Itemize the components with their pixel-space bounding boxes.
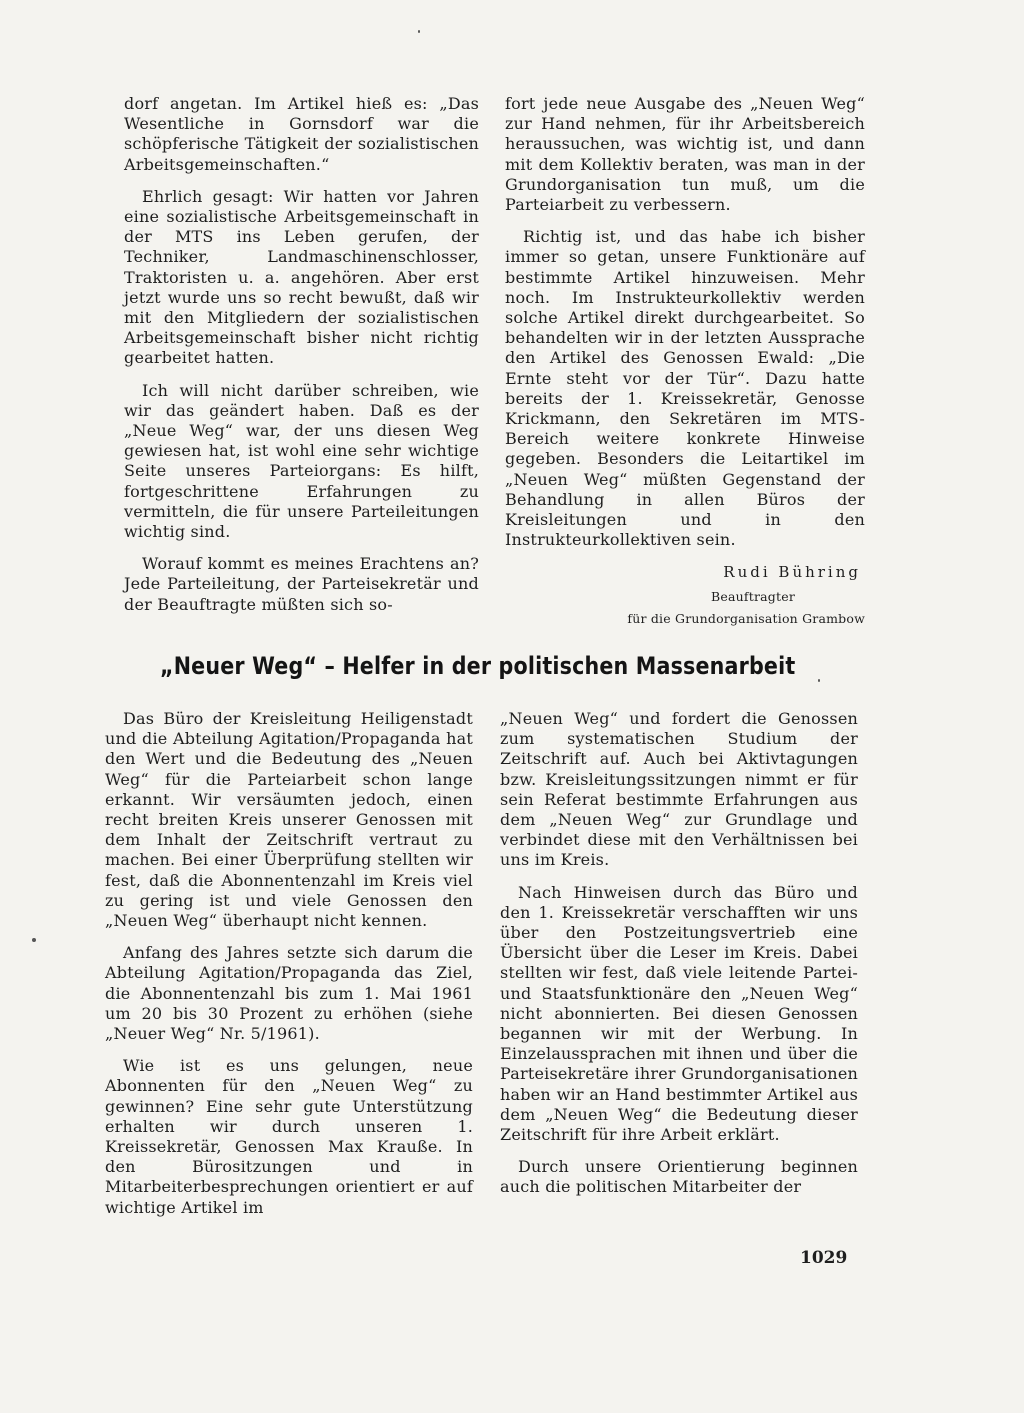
- paragraph: Worauf kommt es meines Erachtens an? Jede Parteileitung, der Parteisekretär und der Beauftragte müßten sich so-: [124, 554, 479, 614]
- article1-right-column: [505, 94, 865, 629]
- article1-left-column: [124, 94, 479, 627]
- paragraph: Das Büro der Kreisleitung Heiligenstadt und die Abteilung Agitation/Propaganda hat den Wert und die Bedeutung des „Neuen Weg“ für die Parteiarbeit schon lange erkannt. Wir versäumten jedoch, einen recht breiten Kreis unserer Genossen mit dem Inhalt der Zeitschrift vertraut zu machen. Bei einer Überprüfung stellten wir fest, daß die Abonnentenzahl im Kreis viel zu gering ist und viele Genossen den „Neuen Weg“ überhaupt nicht kennen.: [105, 709, 473, 931]
- paragraph: Wie ist es uns gelungen, neue Abonnenten für den „Neuen Weg“ zu gewinnen? Eine sehr gute Unterstützung erhalten wir durch unseren 1. Kreissekretär, Genossen Max Krauße. In den Bürositzungen und in Mitarbeiterbesprechungen orientiert er auf wichtige Artikel im: [105, 1056, 473, 1217]
- paragraph: Durch unsere Orientierung beginnen auch die politischen Mitarbeiter der: [500, 1157, 858, 1197]
- author-organization: für die Grundorganisation Grambow: [627, 610, 865, 626]
- paragraph: Ich will nicht darüber schreiben, wie wir das geändert haben. Daß es der „Neue Weg“ war, der uns diesen Weg gewiesen hat, ist wohl eine sehr wichtige Seite unseres Parteiorgans: Es hilft, fortgeschrittene Erfahrungen zu vermitteln, die für unsere Parteileitungen wichtig sind.: [124, 380, 479, 542]
- print-speck: [32, 938, 36, 942]
- article-headline: „Neuer Weg“ – Helfer in der politischen Massenarbeit: [160, 652, 796, 680]
- page-number: 1029: [800, 1248, 848, 1268]
- print-speck: [818, 679, 820, 682]
- author-name: Rudi Bühring: [723, 563, 861, 582]
- article2-right-column: [500, 709, 858, 1210]
- article2-left-column: [105, 709, 473, 1230]
- paragraph: Anfang des Jahres setzte sich darum die Abteilung Agitation/Propaganda das Ziel, die Abonnentenzahl bis zum 1. Mai 1961 um 20 bis 30 Prozent zu erhöhen (siehe „Neuer Weg“ Nr. 5/1961).: [105, 943, 473, 1044]
- paragraph: „Neuen Weg“ und fordert die Genossen zum systematischen Studium der Zeitschrift auf. Auch bei Aktivtagungen bzw. Kreisleitungssitzungen nimmt er für sein Referat bestimmte Erfahrungen aus dem „Neuen Weg“ zur Grundlage und verbindet diese mit den Verhältnissen bei uns im Kreis.: [500, 709, 858, 870]
- paragraph: dorf angetan. Im Artikel hieß es: „Das Wesentliche in Gornsdorf war die schöpferische Tätigkeit der sozialistischen Arbeitsgemeinschaften.“: [124, 94, 479, 174]
- paragraph: Ehrlich gesagt: Wir hatten vor Jahren eine sozialistische Arbeitsgemeinschaft in der MTS ins Leben gerufen, der Techniker, Landmaschinenschlosser, Traktoristen u. a. angehören. Aber erst jetzt wurde uns so recht bewußt, daß wir mit den Mitgliedern der sozialistischen Arbeitsgemeinschaft bisher nicht richtig gearbeitet hatten.: [124, 186, 479, 368]
- print-speck: [418, 30, 420, 33]
- author-title: Beauftragter: [711, 588, 795, 604]
- paragraph: fort jede neue Ausgabe des „Neuen Weg“ zur Hand nehmen, für ihr Arbeitsbereich heraussuchen, was wichtig ist, und dann mit dem Kollektiv beraten, was man in der Grundorganisation tun muß, um die Parteiarbeit zu verbessern.: [505, 94, 865, 215]
- paragraph: Nach Hinweisen durch das Büro und den 1. Kreissekretär verschafften wir uns über den Postzeitungsvertrieb eine Übersicht über die Leser im Kreis. Dabei stellten wir fest, daß viele leitende Partei- und Staatsfunktionäre den „Neuen Weg“ nicht abonnierten. Bei diesen Genossen begannen wir mit der Werbung. In Einzelaussprachen mit ihnen und über die Parteisekretäre ihrer Grundorganisationen haben wir an Hand bestimmter Artikel aus dem „Neuen Weg“ die Bedeutung dieser Zeitschrift für ihre Arbeit erklärt.: [500, 882, 858, 1145]
- paragraph: Richtig ist, und das habe ich bisher immer so getan, unsere Funktionäre auf bestimmte Artikel hinzuweisen. Mehr noch. Im Instrukteurkollektiv werden solche Artikel direkt durchgearbeitet. So behandelten wir in der letzten Aussprache den Artikel des Genossen Ewald: „Die Ernte steht vor der Tür“. Dazu hatte bereits der 1. Kreissekretär, Genosse Krickmann, den Sekretären im MTS-Bereich weitere konkrete Hinweise gegeben. Besonders die Leitartikel im „Neuen Weg“ müßten Gegenstand der Behandlung in allen Büros der Kreisleitungen und in den Instrukteurkollektiven sein.: [505, 227, 865, 550]
